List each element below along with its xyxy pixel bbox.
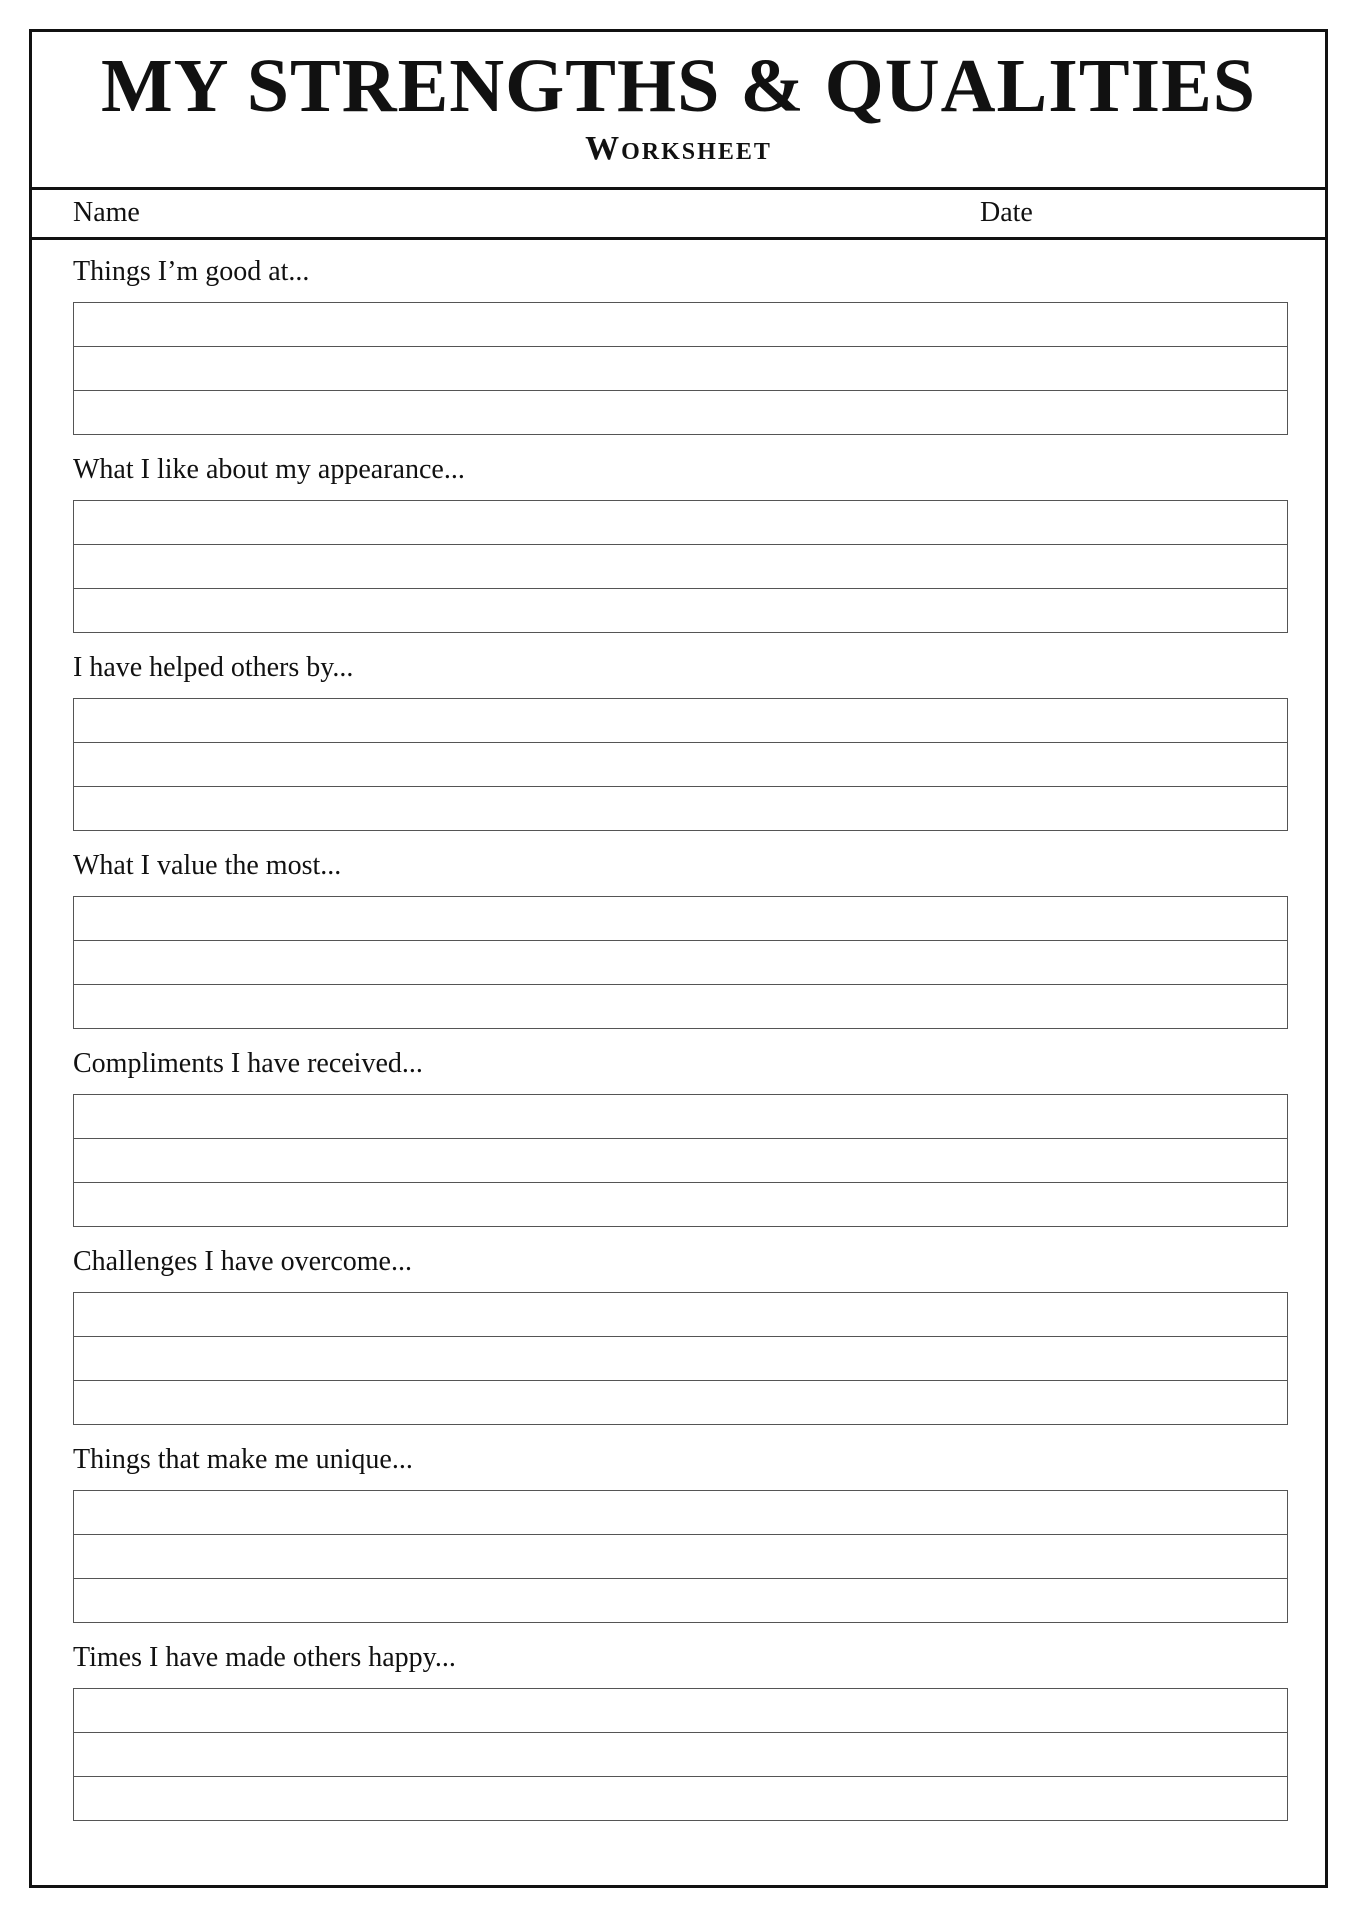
worksheet-header: [32, 32, 1325, 190]
section-label: Things I’m good at...: [73, 256, 310, 287]
section-helped-others: [73, 654, 1288, 852]
prompt-sections: [73, 258, 1288, 1842]
answer-line[interactable]: [74, 787, 1287, 831]
answer-line[interactable]: [74, 699, 1287, 743]
answer-line[interactable]: [74, 1095, 1287, 1139]
answer-line[interactable]: [74, 1183, 1287, 1227]
name-label: Name: [73, 197, 140, 228]
section-label: Times I have made others happy...: [73, 1642, 456, 1673]
answer-box[interactable]: [73, 500, 1288, 633]
answer-box[interactable]: [73, 698, 1288, 831]
answer-line[interactable]: [74, 1293, 1287, 1337]
answer-line[interactable]: [74, 1139, 1287, 1183]
answer-line[interactable]: [74, 743, 1287, 787]
section-label: What I like about my appearance...: [73, 454, 465, 485]
date-label: Date: [980, 197, 1033, 228]
answer-line[interactable]: [74, 501, 1287, 545]
section-label: I have helped others by...: [73, 652, 354, 683]
answer-box[interactable]: [73, 1688, 1288, 1821]
section-value-most: [73, 852, 1288, 1050]
answer-line[interactable]: [74, 545, 1287, 589]
section-unique: [73, 1446, 1288, 1644]
section-label: Challenges I have overcome...: [73, 1246, 412, 1277]
answer-line[interactable]: [74, 1777, 1287, 1821]
answer-box[interactable]: [73, 1094, 1288, 1227]
answer-line[interactable]: [74, 347, 1287, 391]
section-challenges: [73, 1248, 1288, 1446]
worksheet-subtitle: Worksheet: [585, 130, 772, 167]
answer-line[interactable]: [74, 303, 1287, 347]
answer-line[interactable]: [74, 1535, 1287, 1579]
section-compliments: [73, 1050, 1288, 1248]
answer-line[interactable]: [74, 941, 1287, 985]
answer-line[interactable]: [74, 1337, 1287, 1381]
answer-box[interactable]: [73, 896, 1288, 1029]
answer-line[interactable]: [74, 897, 1287, 941]
answer-line[interactable]: [74, 1491, 1287, 1535]
name-date-bar: [32, 190, 1325, 240]
answer-box[interactable]: [73, 1490, 1288, 1623]
section-label: What I value the most...: [73, 850, 342, 881]
answer-line[interactable]: [74, 1381, 1287, 1425]
section-good-at: [73, 258, 1288, 456]
answer-line[interactable]: [74, 1689, 1287, 1733]
section-appearance: [73, 456, 1288, 654]
section-label: Things that make me unique...: [73, 1444, 413, 1475]
answer-box[interactable]: [73, 1292, 1288, 1425]
answer-line[interactable]: [74, 589, 1287, 633]
answer-line[interactable]: [74, 1579, 1287, 1623]
answer-box[interactable]: [73, 302, 1288, 435]
section-label: Compliments I have received...: [73, 1048, 423, 1079]
answer-line[interactable]: [74, 1733, 1287, 1777]
answer-line[interactable]: [74, 391, 1287, 435]
worksheet-title: MY STRENGTHS & QUALITIES: [100, 44, 1257, 128]
section-made-others-happy: [73, 1644, 1288, 1842]
worksheet-frame: [29, 29, 1328, 1888]
answer-line[interactable]: [74, 985, 1287, 1029]
